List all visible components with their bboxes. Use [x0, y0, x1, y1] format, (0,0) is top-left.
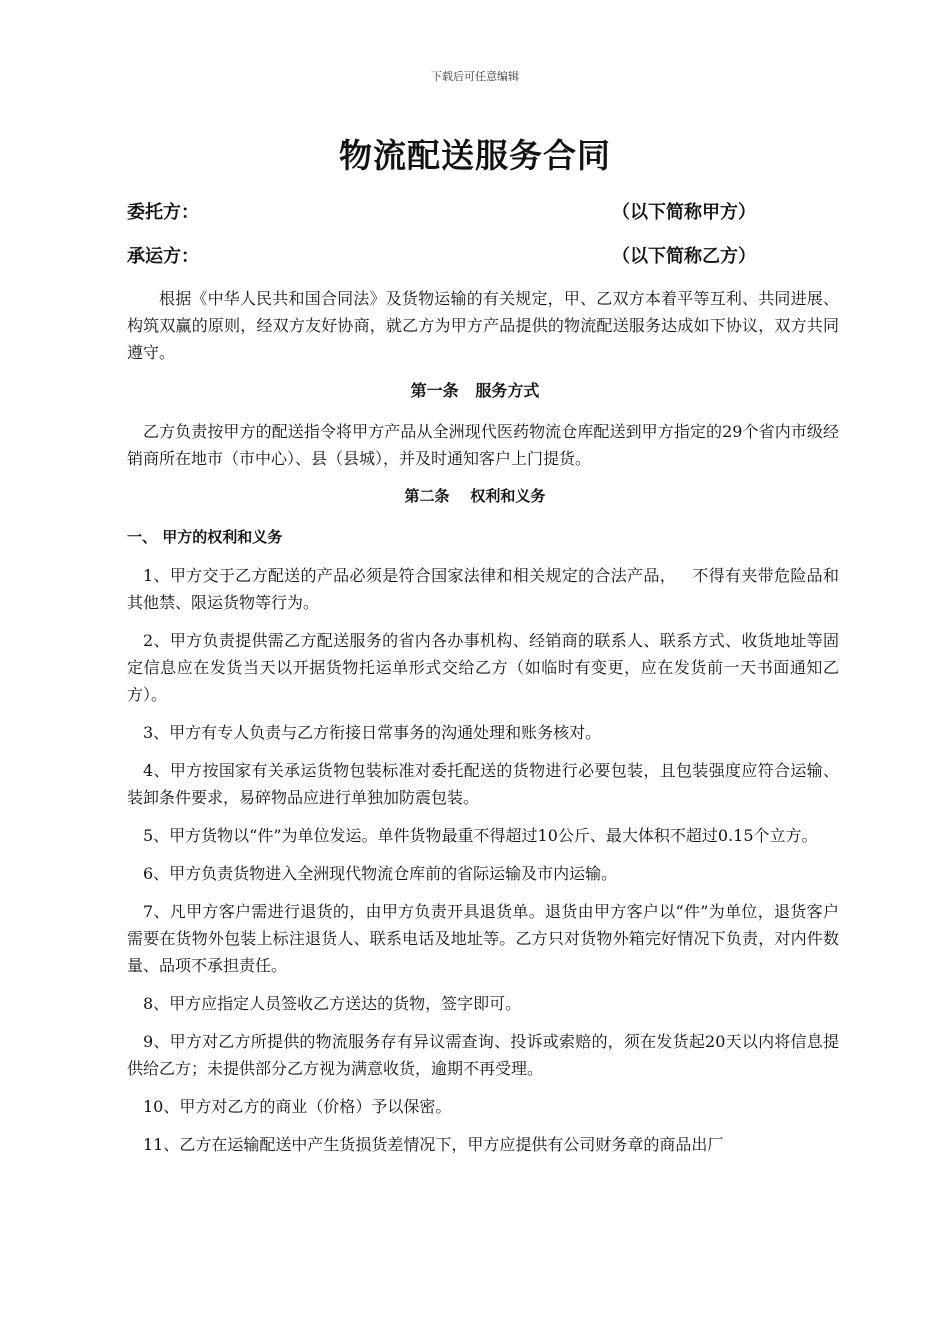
- clause-list: [127, 562, 839, 1169]
- party-client-alias: （以下简称甲方）: [612, 202, 756, 223]
- clause-item: 7、凡甲方客户需进行退货的，由甲方负责开具退货单。退货由甲方客户以“件”为单位，退货客户需要在货物外包装上标注退货人、联系电话及地址等。乙方只对货物外箱完好情况下负责，对内件数量、品项不承担责任。: [127, 902, 839, 975]
- intro-paragraph: 根据《中华人民共和国合同法》及货物运输的有关规定，甲、乙双方本着平等互利、共同进展、构筑双赢的原则，经双方友好协商，就乙方为甲方产品提供的物流配送服务达成如下协议，双方共同遵守。: [127, 289, 839, 362]
- clause-item: 6、甲方负责货物进入全洲现代物流仓库前的省际运输及市内运输。: [143, 864, 618, 883]
- clause-item: 8、甲方应指定人员签收乙方送达的货物，签字即可。: [143, 994, 522, 1013]
- clause-item: 3、甲方有专人负责与乙方衔接日常事务的沟通处理和账务核对。: [143, 723, 602, 742]
- party-carrier-alias: （以下简称乙方）: [612, 246, 756, 267]
- clause-item: 2、甲方负责提供需乙方配送服务的省内各办事机构、经销商的联系人、联系方式、收货地址等固定信息应在发货当天以开据货物托运单形式交给乙方（如临时有变更，应在发货前一天书面通知乙方）。: [127, 631, 839, 704]
- article-2-heading: 第二条 权利和义务: [404, 487, 546, 505]
- party-a-rights-subheading: 一、 甲方的权利和义务: [127, 528, 283, 546]
- article-1-heading: 第一条 服务方式: [410, 381, 540, 400]
- party-carrier-label: 承运方：: [127, 246, 199, 267]
- clause-item: 9、甲方对乙方所提供的物流服务存有异议需查询、投诉或索赔的，须在发货起20天以内将信息提供给乙方；未提供部分乙方视为满意收货，逾期不再受理。: [127, 1032, 839, 1078]
- clause-item: 5、甲方货物以“件”为单位发运。单件货物最重不得超过10公斤、最大体积不超过0.15个立方。: [143, 826, 818, 845]
- party-client-label: 委托方：: [127, 202, 199, 223]
- document-title: 物流配送服务合同: [339, 136, 611, 175]
- header-note: 下载后可任意编辑: [431, 70, 519, 83]
- clause-item: 4、甲方按国家有关承运货物包装标准对委托配送的货物进行必要包装，且包装强度应符合运输、装卸条件要求，易碎物品应进行单独加防震包装。: [127, 761, 839, 807]
- clause-item: 11、乙方在运输配送中产生货损货差情况下，甲方应提供有公司财务章的商品出厂: [143, 1135, 724, 1154]
- clause-item: 10、甲方对乙方的商业（价格）予以保密。: [143, 1097, 452, 1116]
- clause-item: 1、甲方交于乙方配送的产品必须是符合国家法律和相关规定的合法产品， 不得有夹带危险品和其他禁、限运货物等行为。: [127, 566, 839, 612]
- article-1-text: 乙方负责按甲方的配送指令将甲方产品从全洲现代医药物流仓库配送到甲方指定的29个省内市级经销商所在地市（市中心）、县（县城），并及时通知客户上门提货。: [127, 422, 839, 468]
